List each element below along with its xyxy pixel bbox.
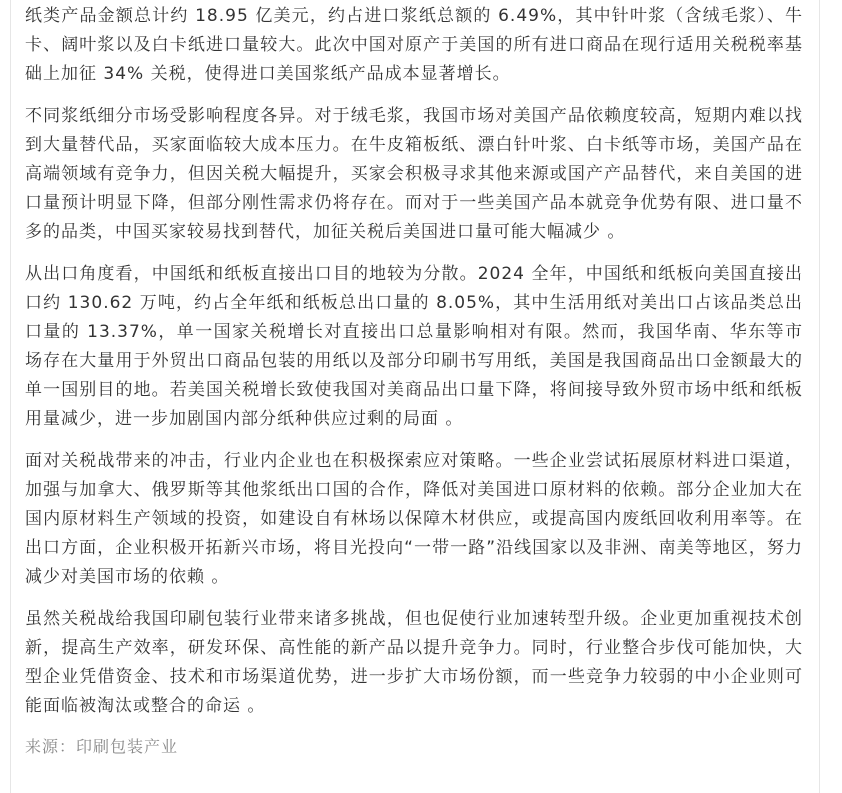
paragraph-industry-strategies: 面对关税战带来的冲击，行业内企业也在积极探索应对策略。一些企业尝试拓展原材料进口渠道，加强与加拿大、俄罗斯等其他浆纸出口国的合作，降低对美国进口原材料的依赖。部分企业加大在国内原材料生产领域的投资，如建设自有林场以保障木材供应，或提高国内废纸回收利用率等。在出口方面，企业积极开拓新兴市场，将目光投向“一带一路”沿线国家以及非洲、南美等地区，努力减少对美国市场的依赖 。: [25, 451, 803, 587]
paragraph-import-costs: 纸类产品金额总计约 18.95 亿美元，约占进口浆纸总额的 6.49%，其中针叶浆（含绒毛浆）、牛卡、阔叶浆以及白卡纸进口量较大。此次中国对原产于美国的所有进口商品在现行适用关税税率基础上加征 34% 关税，使得进口美国浆纸产品成本显著增长。: [25, 6, 803, 84]
article-body: [10, 0, 820, 793]
paragraph-export-impact: 从出口角度看，中国纸和纸板直接出口目的地较为分散。2024 全年，中国纸和纸板向美国直接出口约 130.62 万吨，约占全年纸和纸板总出口量的 8.05%，其中生活用纸对美出口占该品类总出口量的 13.37%，单一国家关税增长对直接出口总量影响相对有限。然而，我国华南、华东等市场存在大量用于外贸出口商品包装的用纸以及部分印刷书写用纸，美国是我国商品出口金额最大的单一国别目的地。若美国关税增长致使我国对美商品出口量下降，将间接导致外贸市场中纸和纸板用量减少，进一步加剧国内部分纸种供应过剩的局面 。: [25, 264, 803, 429]
paragraph-industry-upgrade: 虽然关税战给我国印刷包装行业带来诸多挑战，但也促使行业加速转型升级。企业更加重视技术创新，提高生产效率，研发环保、高性能的新产品以提升竞争力。同时，行业整合步伐可能加快，大型企业凭借资金、技术和市场渠道优势，进一步扩大市场份额，而一些竞争力较弱的中小企业则可能面临被淘汰或整合的命运 。: [25, 609, 803, 716]
paragraph-market-impact: 不同浆纸细分市场受影响程度各异。对于绒毛浆，我国市场对美国产品依赖度较高，短期内难以找到大量替代品，买家面临较大成本压力。在牛皮箱板纸、漂白针叶浆、白卡纸等市场，美国产品在高端领域有竞争力，但因关税大幅提升，买家会积极寻求其他来源或国产产品替代，来自美国的进口量预计明显下降，但部分刚性需求仍将存在。而对于一些美国产品本就竞争优势有限、进口量不多的品类，中国买家较易找到替代，加征关税后美国进口量可能大幅减少 。: [25, 106, 803, 242]
article-source: 来源：印刷包装产业: [25, 737, 179, 756]
